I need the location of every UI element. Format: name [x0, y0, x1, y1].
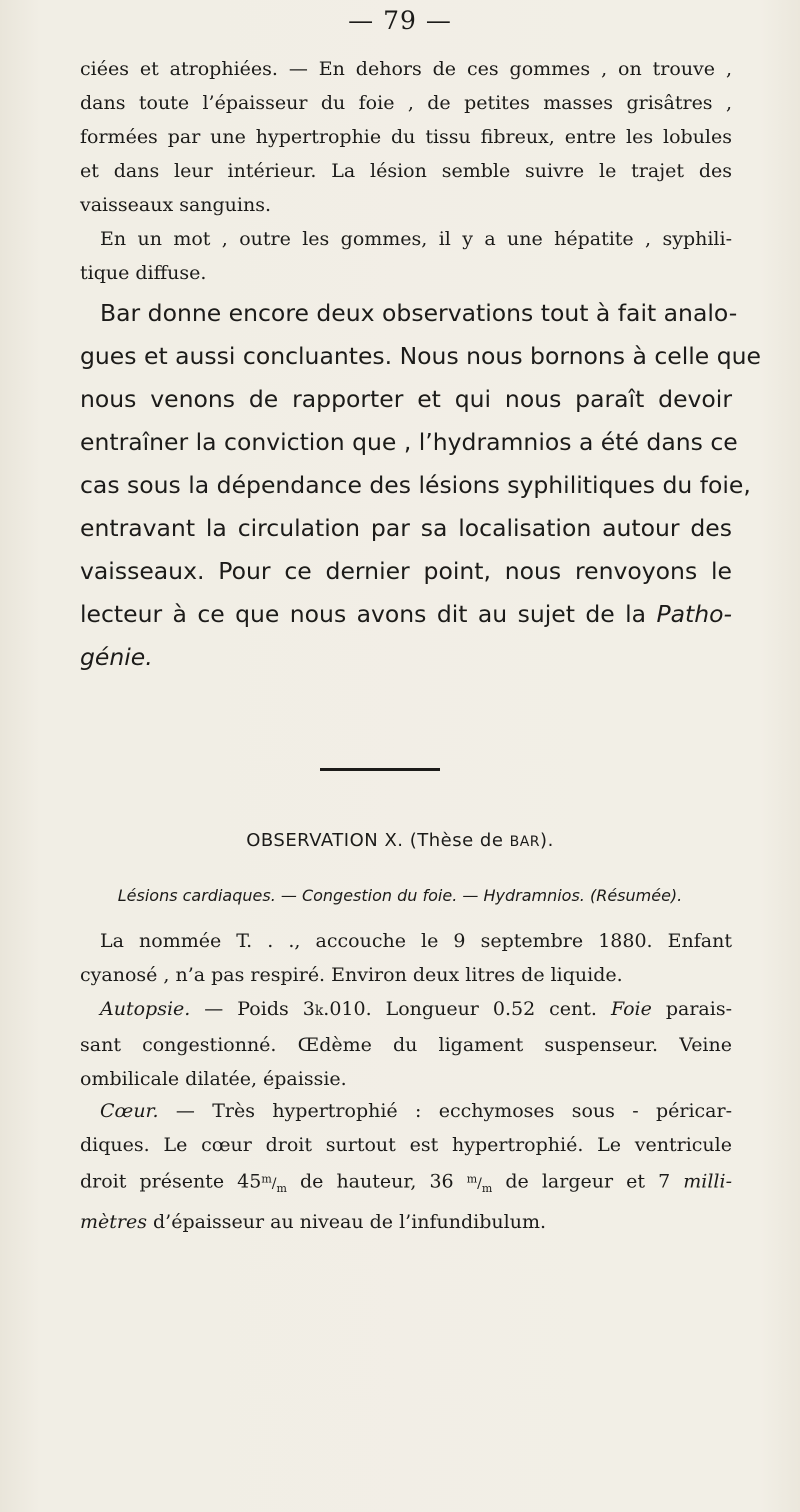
- text-line: [80, 1094, 732, 1128]
- text-line: et dans leur intérieur. La lésion semble suivre le trajet des: [80, 160, 732, 182]
- paragraph-4: [80, 924, 732, 992]
- text-line: Bar donne encore deux observations tout à fait analo-: [100, 299, 738, 327]
- section-label: Cœur.: [100, 1100, 159, 1122]
- text-line: entraîner la conviction que , l’hydramnios a été dans ce: [80, 428, 738, 456]
- italic-word: Foie: [610, 998, 652, 1020]
- text-line: ombilicale dilatée, épaissie.: [80, 1068, 347, 1090]
- text-segment: .010. Longueur 0.52 cent.: [323, 998, 597, 1020]
- text-segment: de largeur et 7: [492, 1170, 671, 1193]
- text-line: [80, 1162, 732, 1205]
- text-line: génie.: [80, 643, 153, 671]
- text-line: dans toute l’épaisseur du foie , de petites masses grisâtres ,: [80, 92, 732, 114]
- text-segment: lecteur à ce que nous avons dit au sujet de la: [80, 600, 647, 628]
- page-number: — 79 —: [348, 6, 452, 35]
- heading-text: OBSERVATION X. (Thèse de: [246, 830, 510, 851]
- text-segment: de hauteur, 36: [286, 1170, 467, 1193]
- text-segment: parais-: [651, 998, 733, 1020]
- italic-word: milli-: [683, 1170, 732, 1193]
- unit-denominator: m: [481, 1181, 493, 1195]
- text-line: En un mot , outre les gommes, il y a une hépatite , syphili-: [100, 228, 732, 250]
- text-line-with-italic: [80, 593, 732, 636]
- section-divider: [320, 768, 440, 771]
- text-line: ciées et atrophiées. — En dehors de ces gommes , on trouve ,: [80, 58, 732, 80]
- text-line: formées par une hypertrophie du tissu fibreux, entre les lobules: [80, 126, 732, 148]
- italic-word: mètres: [80, 1211, 147, 1234]
- text-line: entravant la circulation par sa localisation autour des: [80, 514, 732, 542]
- italic-word: Patho-: [656, 600, 732, 628]
- text-line: nous venons de rapporter et qui nous paraît devoir: [80, 385, 732, 413]
- text-segment: d’épaisseur au niveau de l’infundibulum.: [146, 1211, 547, 1234]
- unit-numerator: m: [466, 1172, 478, 1185]
- text-line: tique diffuse.: [80, 262, 207, 284]
- paragraph-1: [80, 52, 732, 222]
- text-segment: — Poids 3: [190, 998, 315, 1020]
- text-segment: droit présente 45: [80, 1170, 262, 1193]
- text-line: vaisseaux sanguins.: [80, 194, 272, 216]
- paragraph-2: [80, 222, 732, 290]
- text-segment: — Très hypertrophié : ecchymoses sous - péricar-: [158, 1100, 732, 1122]
- text-line: La nommée T. . ., accouche le 9 septembre 1880. Enfant: [100, 930, 732, 952]
- text-line: [80, 1205, 732, 1239]
- unit-fraction: $^m/_m$: [466, 1172, 493, 1195]
- text-line: gues et aussi concluantes. Nous nous bornons à celle que: [80, 342, 761, 370]
- unit-fraction: $^m/_m$: [261, 1172, 287, 1195]
- heading-close: ).: [540, 830, 554, 851]
- unit-numerator: m: [261, 1172, 272, 1185]
- observation-heading: [0, 830, 800, 851]
- text-line: sant congestionné. Œdème du ligament suspenseur. Veine: [80, 1034, 732, 1056]
- paragraph-3: [80, 292, 761, 679]
- text-line: diques. Le cœur droit surtout est hypertrophié. Le ventricule: [80, 1134, 732, 1156]
- text-line: cyanosé , n’a pas respiré. Environ deux litres de liquide.: [80, 964, 623, 986]
- paragraph-5: [80, 992, 732, 1096]
- paragraph-6: [80, 1094, 732, 1239]
- superscript: k: [314, 1003, 324, 1019]
- section-label: Autopsie.: [100, 998, 191, 1020]
- author-name: BAR: [509, 834, 541, 850]
- text-line: [80, 992, 732, 1028]
- observation-subtitle: Lésions cardiaques. — Congestion du foie. — Hydramnios. (Résumée).: [117, 886, 683, 905]
- unit-denominator: m: [276, 1181, 287, 1195]
- text-line: cas sous la dépendance des lésions syphilitiques du foie,: [80, 471, 751, 499]
- text-line: vaisseaux. Pour ce dernier point, nous renvoyons le: [80, 557, 732, 585]
